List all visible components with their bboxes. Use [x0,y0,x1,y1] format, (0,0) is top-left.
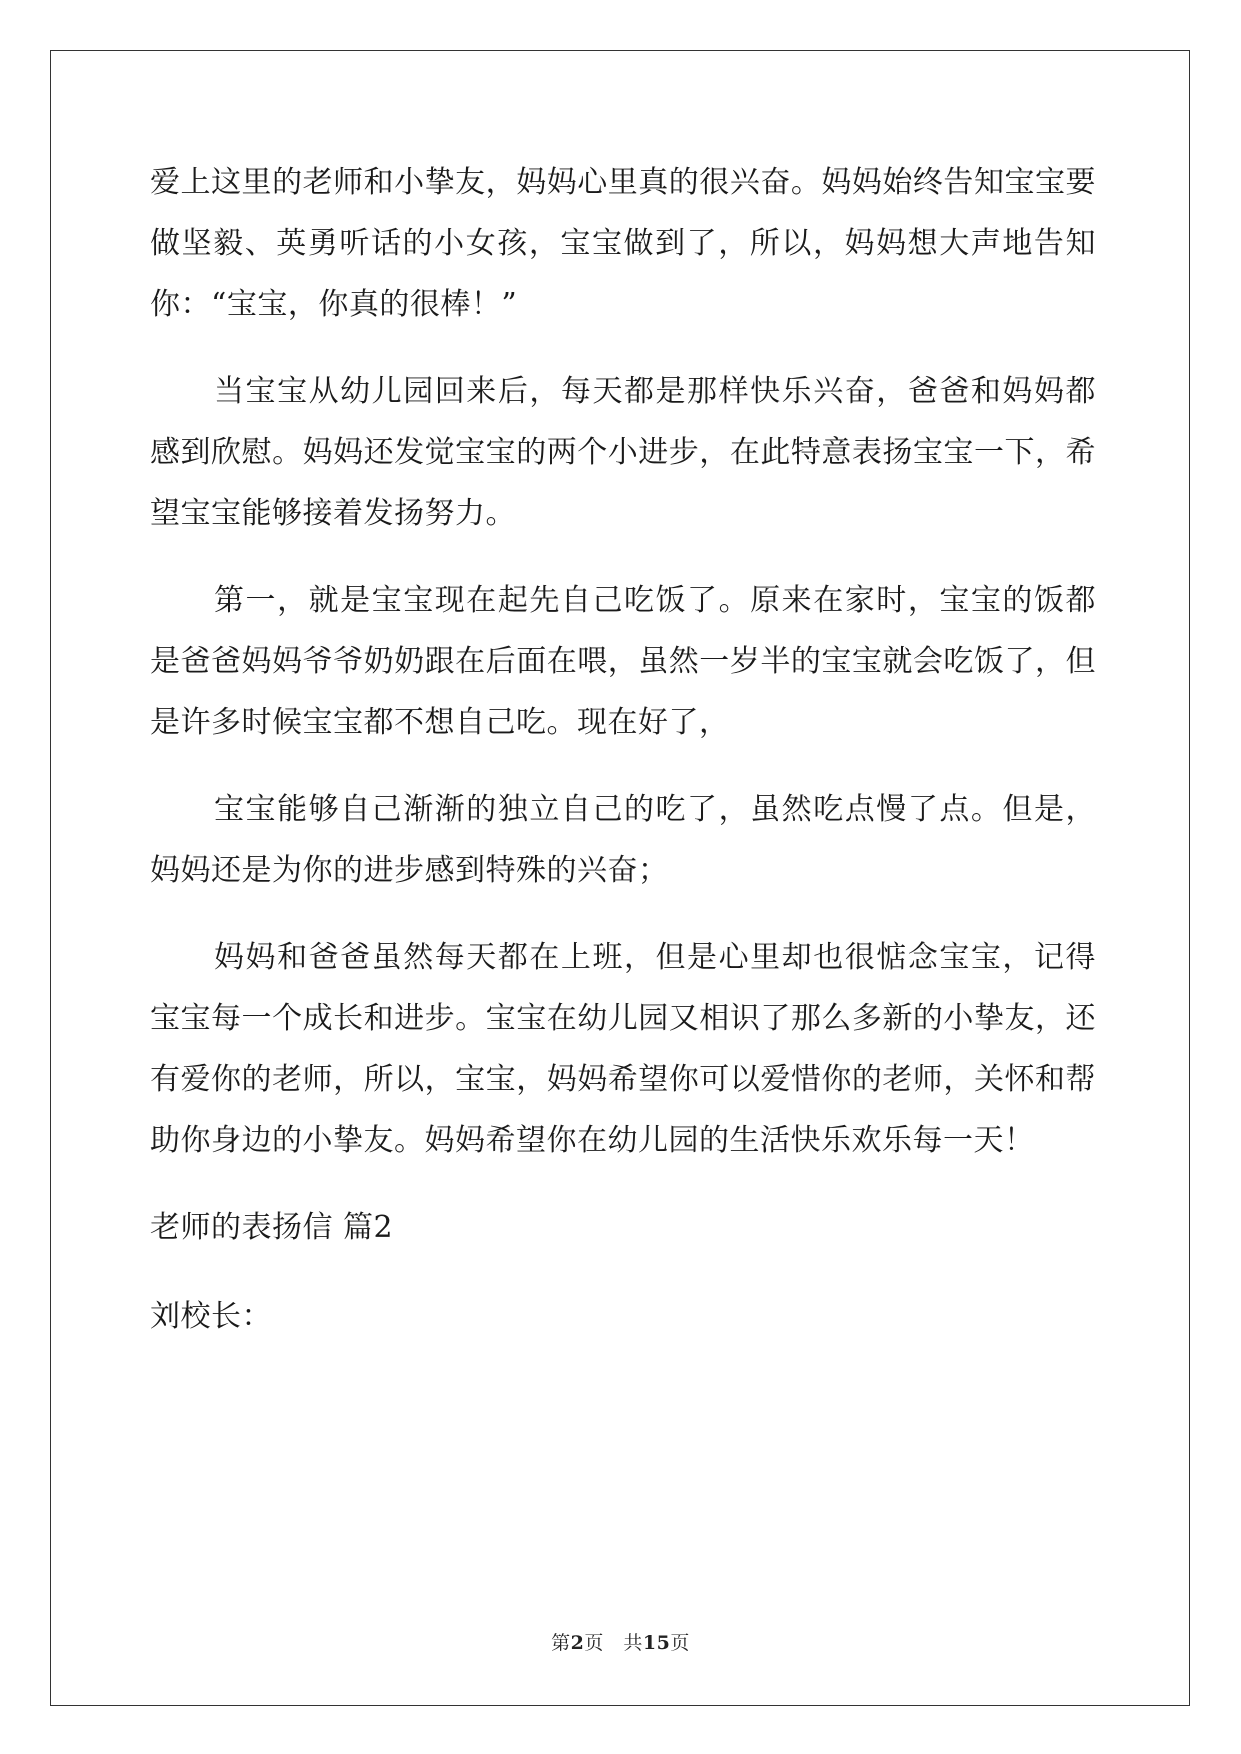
paragraph-5: 妈妈和爸爸虽然每天都在上班，但是心里却也很惦念宝宝，记得宝宝每一个成长和进步。宝宝在幼儿园又相识了那么多新的小挚友，还有爱你的老师，所以，宝宝，妈妈希望你可以爱惜你的老师，关怀和帮助你身边的小挚友。妈妈希望你在幼儿园的生活快乐欢乐每一天！ [150,940,1096,1158]
paragraph-4: 宝宝能够自己渐渐的独立自己的吃了，虽然吃点慢了点。但是，妈妈还是为你的进步感到特殊的兴奋； [150,792,1096,888]
footer-page-number: 2 [570,1632,585,1654]
salutation: 刘校长： [150,1299,272,1334]
footer-mid: 页 共 [584,1632,643,1654]
paragraph-2: 当宝宝从幼儿园回来后，每天都是那样快乐兴奋，爸爸和妈妈都感到欣慰。妈妈还发觉宝宝的两个小进步，在此特意表扬宝宝一下，希望宝宝能够接着发扬努力。 [150,374,1096,531]
section-title: 老师的表扬信 篇2 [150,1210,394,1245]
paragraph-1: 爱上这里的老师和小挚友，妈妈心里真的很兴奋。妈妈始终告知宝宝要做坚毅、英勇听话的小女孩，宝宝做到了，所以，妈妈想大声地告知你：“宝宝，你真的很棒！” [150,165,1096,322]
paragraph-3: 第一，就是宝宝现在起先自己吃饭了。原来在家时，宝宝的饭都是爸爸妈妈爷爷奶奶跟在后面在喂，虽然一岁半的宝宝就会吃饭了，但是许多时候宝宝都不想自己吃。现在好了， [150,583,1096,740]
page-footer [0,1628,1241,1655]
footer-suffix: 页 [670,1632,690,1654]
footer-prefix: 第 [551,1632,571,1654]
footer-total-pages: 15 [642,1632,671,1654]
document-body [150,152,1096,1375]
